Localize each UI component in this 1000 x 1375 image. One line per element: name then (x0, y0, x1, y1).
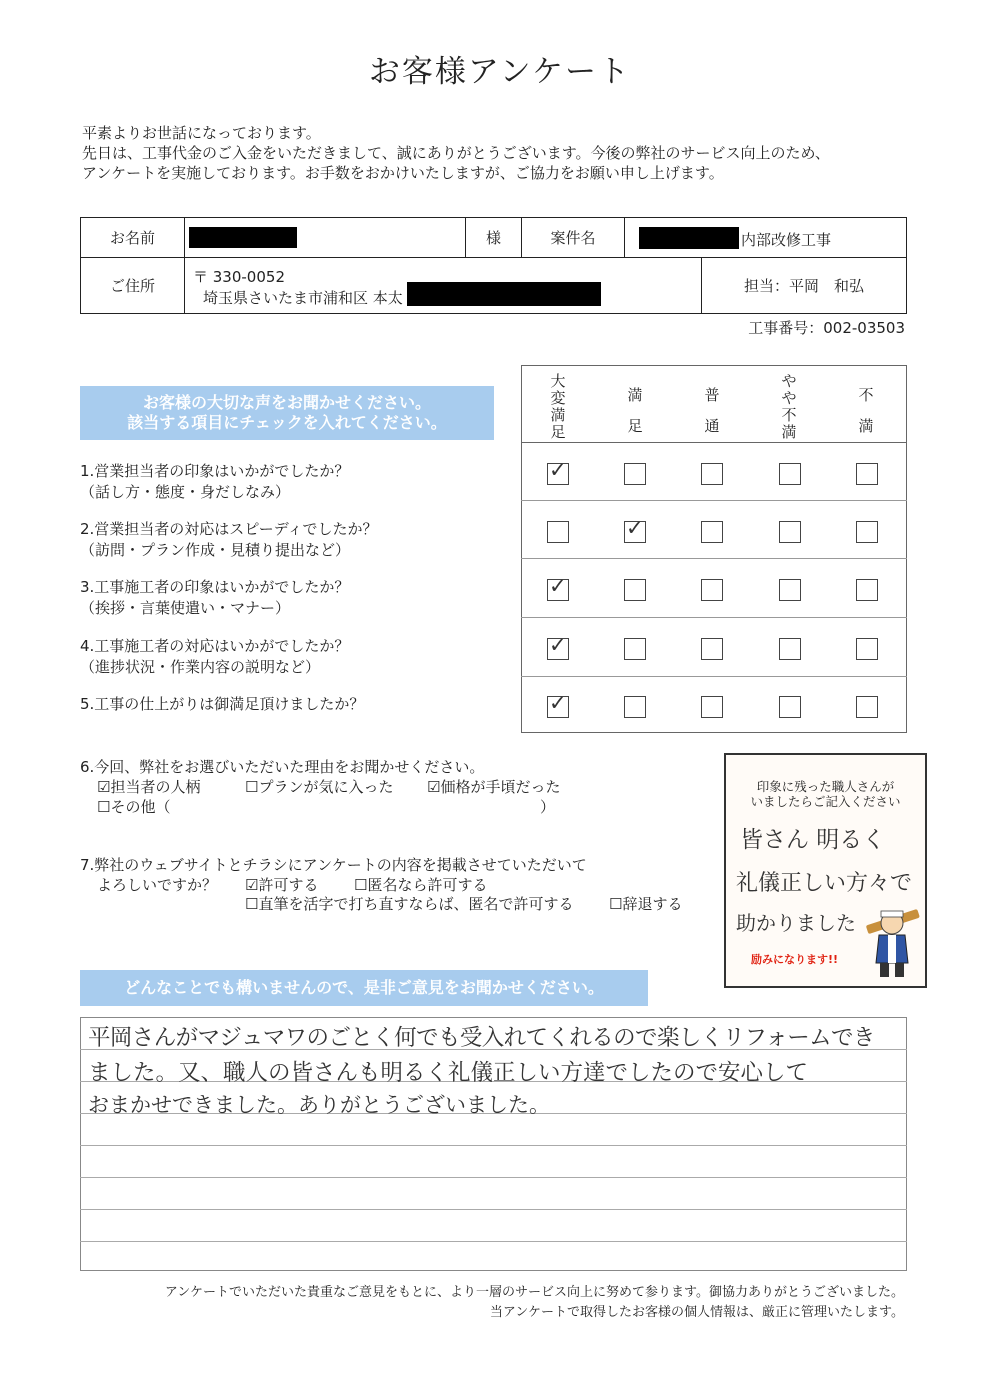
comment-rule (80, 1209, 907, 1210)
page-title: お客様アンケート (368, 54, 632, 90)
rating-checkbox[interactable] (701, 696, 723, 718)
option-staff-personality[interactable]: ☑担当者の人柄 (97, 778, 201, 796)
column-satisfied: 満足 (627, 386, 643, 435)
question-4: 4.工事施工者の対応はいかがでしたか？ （進捗状況・作業内容の説明など） (80, 637, 350, 676)
option-decline[interactable]: ☐辞退する (609, 895, 683, 913)
check-icon: ✓ (549, 574, 567, 598)
project-label: 案件名 (521, 217, 625, 258)
address-field (184, 257, 702, 314)
banner-line-1: お客様の大切な声をお聞かせください。 (142, 393, 431, 412)
craftsman-box (724, 753, 927, 988)
rating-checkbox[interactable] (779, 463, 801, 485)
check-icon: ✓ (626, 516, 644, 540)
rating-checkbox[interactable] (624, 579, 646, 601)
option-reasonable-price[interactable]: ☑価格が手頃だった (427, 778, 561, 796)
option-permit-retyped[interactable]: ☐直筆を活字で打ち直すならば、匿名で許可する (245, 895, 574, 913)
rating-checkbox[interactable] (779, 638, 801, 660)
name-label: お名前 (80, 217, 185, 258)
question-6: 6.今回、弊社をお選びいただいた理由をお聞かせください。 (80, 758, 485, 776)
question-1: 1.営業担当者の印象はいかがでしたか？ （話し方・態度・身だしなみ） (80, 462, 350, 501)
postal-code: 〒 330-0052 (193, 268, 285, 286)
craftsman-heading: 印象に残った職人さんが いましたらご記入ください (750, 779, 901, 809)
rating-checkbox[interactable] (547, 691, 569, 718)
name-field (184, 217, 466, 258)
craftsman-illustration-icon (864, 897, 922, 981)
question-7-cont: よろしいですか？ (97, 876, 218, 894)
handwriting-line: 礼儀正しい方々で (736, 871, 913, 896)
rating-checkbox[interactable] (624, 696, 646, 718)
job-number: 工事番号：002-03503 (748, 319, 905, 337)
rating-checkbox[interactable] (856, 463, 878, 485)
question-7: 7.弊社のウェブサイトとチラシにアンケートの内容を掲載させていただいて (80, 856, 587, 874)
rating-checkbox[interactable] (701, 521, 723, 543)
banner-line-2: 該当する項目にチェックを入れてください。 (127, 413, 447, 432)
rating-checkbox[interactable] (856, 521, 878, 543)
comment-line: 平岡さんがマジュマワのごとく何でも受入れてくれるので楽しくリフォームでき (88, 1025, 875, 1051)
rating-checkbox[interactable] (856, 696, 878, 718)
footer-line-1: アンケートでいただいた貴重なご意見をもとに、より一層のサービス向上に努めて参ります。御協力ありがとうございました。 (164, 1285, 904, 1300)
rating-checkbox[interactable] (547, 633, 569, 660)
address-label: ご住所 (80, 257, 185, 314)
comment-rule (80, 1241, 907, 1242)
rating-checkbox[interactable] (701, 463, 723, 485)
comment-line: おまかせできました。ありがとうございました。 (88, 1093, 550, 1117)
instruction-banner (80, 386, 494, 440)
redaction-bar (189, 227, 297, 248)
check-icon: ✓ (549, 633, 567, 657)
option-other[interactable]: ☐その他（ (97, 798, 171, 816)
honorific: 様 (465, 217, 522, 258)
rating-checkbox[interactable] (856, 579, 878, 601)
option-permit-anonymous[interactable]: ☐匿名なら許可する (354, 876, 488, 894)
question-2: 2.営業担当者の対応はスピーディでしたか？ （訪問・プラン作成・見積り提出など） (80, 520, 378, 559)
handwriting-line: 皆さん 明るく (740, 827, 886, 853)
grid-divider (521, 442, 907, 443)
rating-checkbox[interactable] (779, 521, 801, 543)
check-icon: ✓ (549, 691, 567, 715)
rating-checkbox[interactable] (547, 458, 569, 485)
comment-rule (80, 1145, 907, 1146)
rating-checkbox[interactable] (701, 638, 723, 660)
option-liked-plan[interactable]: ☐プランが気に入った (245, 778, 394, 796)
grid-divider (521, 558, 907, 559)
rating-checkbox[interactable] (624, 516, 646, 543)
intro-line-1: 平素よりお世話になっております。 (82, 124, 321, 142)
column-neutral: 普通 (704, 386, 720, 435)
handwriting-line: 助かりました (736, 911, 856, 935)
comment-rule (80, 1177, 907, 1178)
rating-checkbox[interactable] (856, 638, 878, 660)
footer-line-2: 当アンケートで取得したお客様の個人情報は、厳正に管理いたします。 (489, 1305, 904, 1320)
project-field (624, 217, 907, 258)
rating-checkbox[interactable] (779, 696, 801, 718)
staff: 担当：平岡 和弘 (701, 257, 907, 314)
option-permit[interactable]: ☑許可する (245, 876, 319, 894)
comment-banner: どんなことでも構いませんので、是非ご意見をお聞かせください。 (80, 970, 648, 1006)
comment-line: ました。又、職人の皆さんも明るく礼儀正しい方達でしたので安心して (88, 1060, 809, 1086)
rating-checkbox[interactable] (624, 463, 646, 485)
grid-divider (521, 500, 907, 501)
check-icon: ✓ (549, 458, 567, 482)
column-very-satisfied: 大変満足 (550, 372, 566, 441)
rating-checkbox[interactable] (701, 579, 723, 601)
intro-line-2: 先日は、工事代金のご入金をいただきまして、誠にありがとうございます。今後の弊社のサービス向上のため、 (82, 144, 830, 162)
grid-divider (521, 676, 907, 677)
redaction-bar (639, 227, 739, 249)
rating-checkbox[interactable] (547, 574, 569, 601)
encourage-text: 励みになります!! (751, 953, 839, 966)
column-somewhat-dissatisfied: やや不満 (781, 372, 797, 441)
option-other-close: ） (540, 798, 556, 816)
redaction-bar (407, 282, 601, 306)
project-suffix: 内部改修工事 (741, 231, 832, 249)
question-3: 3.工事施工者の印象はいかがでしたか？ （挨拶・言葉使遣い・マナー） (80, 578, 350, 617)
column-dissatisfied: 不満 (858, 386, 874, 435)
intro-line-3: アンケートを実施しております。お手数をおかけいたしますが、ご協力をお願い申し上げます。 (82, 164, 724, 182)
rating-checkbox[interactable] (624, 638, 646, 660)
rating-checkbox[interactable] (547, 521, 569, 543)
question-5: 5.工事の仕上がりは御満足頂けましたか？ (80, 695, 365, 713)
grid-divider (521, 617, 907, 618)
address-text: 埼玉県さいたま市浦和区 本太 (203, 289, 403, 307)
rating-checkbox[interactable] (779, 579, 801, 601)
